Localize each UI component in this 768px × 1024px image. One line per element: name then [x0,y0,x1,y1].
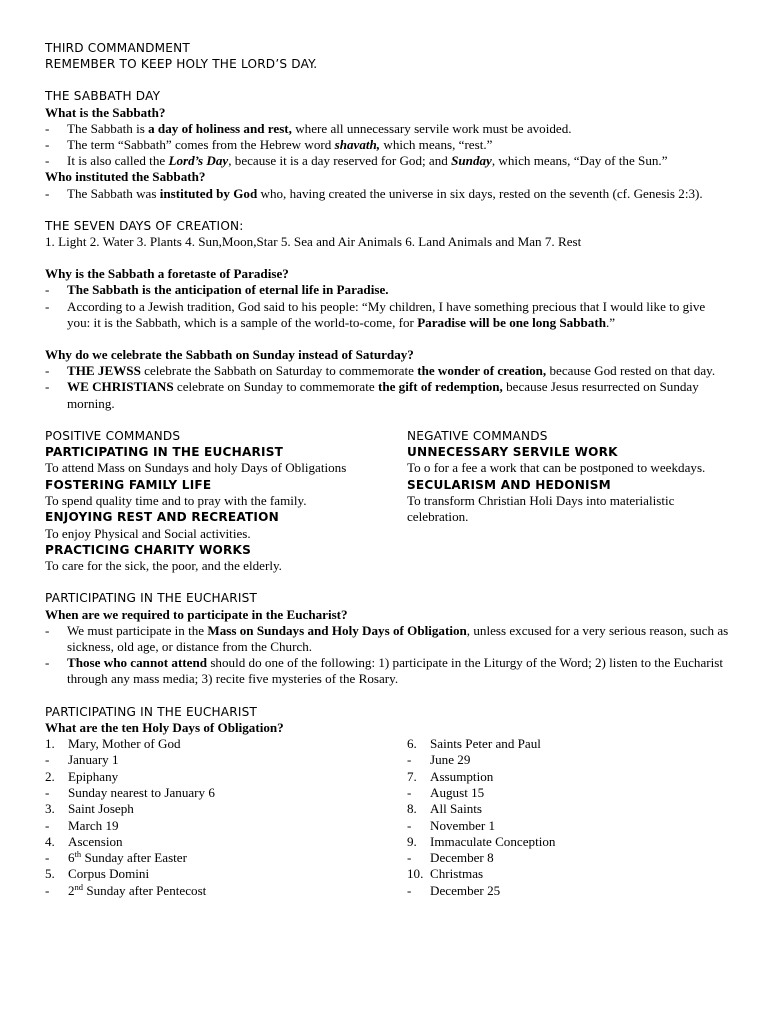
question-sunday-instead-of-saturday: Why do we celebrate the Sabbath on Sunday instead of Saturday? [45,347,414,363]
bullet-dash: - [45,185,50,201]
list-item: - WE CHRISTIANS celebrate on Sunday to commemorate the gift of redemption, because Jesus resurrected on Sunday morning. [45,379,699,411]
list-item: 9. Immaculate Conception [407,833,556,849]
list-item: - The term “Sabbath” comes from the Hebrew word shavath, which means, “rest.” [45,137,493,153]
commands-table [45,428,730,575]
list-item: - 2nd Sunday after Pentecost [45,881,207,898]
list-item: 7. Assumption [407,768,494,784]
negative-commands-title: NEGATIVE COMMANDS [407,428,548,443]
list-item: - The Sabbath was instituted by God who, having created the universe in six days, rested on the seventh (cf. Genesis 2:3). [45,185,703,201]
command-description: To care for the sick, the poor, and the elderly. [45,558,282,574]
command-description: To spend quality time and to pray with the family. [45,492,307,508]
command-description: To attend Mass on Sundays and holy Days of Obligations [45,460,347,476]
list-item: - Those who cannot attend should do one of the following: 1) participate in the Liturgy of the Word; 2) listen to the Eucharist through any mass media; 3) recite five mysteries of the Rosary. [45,655,723,687]
list-item: - December 25 [407,882,501,898]
question-when-required: When are we required to participate in the Eucharist? [45,606,348,622]
section-title-sabbath: THE SABBATH DAY [45,89,161,104]
question-what-is-sabbath: What is the Sabbath? [45,104,166,120]
bullet-dash: - [45,379,50,395]
bullet-dash: - [45,622,50,638]
holy-days-list [45,736,730,899]
bullet-dash: - [45,153,50,169]
holy-days-right-column [407,736,727,899]
command-description: To transform Christian Holi Days into materialistic celebration. [407,492,675,525]
list-item: 1. Mary, Mother of God [45,736,181,752]
command-title: PARTICIPATING IN THE EUCHARIST [45,445,284,460]
question-ten-holy-days: What are the ten Holy Days of Obligation? [45,719,284,735]
list-item: - 6th Sunday after Easter [45,849,187,866]
list-item: - January 1 [45,752,119,768]
list-item: 2. Epiphany [45,768,119,784]
command-title: FOSTERING FAMILY LIFE [45,477,212,492]
command-title: SECULARISM AND HEDONISM [407,477,611,492]
list-item: - The Sabbath is the anticipation of eternal life in Paradise. [45,282,389,298]
list-item: - The Sabbath is a day of holiness and rest, where all unnecessary servile work must be avoided. [45,120,572,136]
bullet-dash: - [45,363,50,379]
list-item: 5. Corpus Domini [45,866,150,882]
section-title-creation: THE SEVEN DAYS OF CREATION: [45,218,244,233]
question-who-instituted: Who instituted the Sabbath? [45,169,206,185]
list-item: - December 8 [407,850,494,866]
list-item: - August 15 [407,784,485,800]
bullet-dash: - [45,120,50,136]
command-title: ENJOYING REST AND RECREATION [45,510,279,525]
list-item: 4. Ascension [45,833,123,849]
document-title: THIRD COMMANDMENT [45,41,190,55]
list-item: 10. Christmas [407,866,484,882]
list-item: - June 29 [407,752,471,768]
list-item: 8. All Saints [407,801,483,817]
command-description: To enjoy Physical and Social activities. [45,525,251,541]
section-title-holy-days: PARTICIPATING IN THE EUCHARIST [45,704,258,719]
creation-days-list: 1. Light 2. Water 3. Plants 4. Sun,Moon,Star 5. Sea and Air Animals 6. Land Animals and Man 7. Rest [45,234,582,250]
bullet-dash: - [45,655,50,671]
list-item: - It is also called the Lord’s Day, because it is a day reserved for God; and Sunday, which means, “Day of the Sun.” [45,153,668,169]
list-item: - March 19 [45,817,119,833]
list-item: - We must participate in the Mass on Sundays and Holy Days of Obligation, unless excused for a very serious reason, such as sickness, old age, or distance from the Church. [45,622,729,655]
list-item: - According to a Jewish tradition, God said to his people: “My children, I have something precious that I would like to give you: it is the Sabbath, which is a sample of the world-to-come, for Paradise will be one long Sabbath.” [45,298,706,330]
negative-commands-column [407,428,727,575]
document-subtitle: REMEMBER TO KEEP HOLY THE LORD’S DAY. [45,57,318,72]
question-foretaste-of-paradise: Why is the Sabbath a foretaste of Paradise? [45,266,289,282]
list-item: - THE JEWSS celebrate the Sabbath on Saturday to commemorate the wonder of creation, because God rested on that day. [45,363,716,379]
holy-days-left-column [45,736,407,899]
document-page [45,40,730,899]
bullet-dash: - [45,298,50,314]
section-title-eucharist: PARTICIPATING IN THE EUCHARIST [45,591,258,606]
list-item: 6. Saints Peter and Paul [407,736,541,752]
bullet-dash: - [45,137,50,153]
bullet-dash: - [45,282,50,298]
list-item: - November 1 [407,817,496,833]
list-item: 3. Saint Joseph [45,801,134,817]
positive-commands-column [45,428,407,575]
command-title: PRACTICING CHARITY WORKS [45,542,251,557]
command-title: UNNECESSARY SERVILE WORK [407,445,618,460]
positive-commands-title: POSITIVE COMMANDS [45,428,181,443]
command-description: To o for a fee a work that can be postponed to weekdays. [407,460,706,476]
list-item: - Sunday nearest to January 6 [45,784,215,800]
